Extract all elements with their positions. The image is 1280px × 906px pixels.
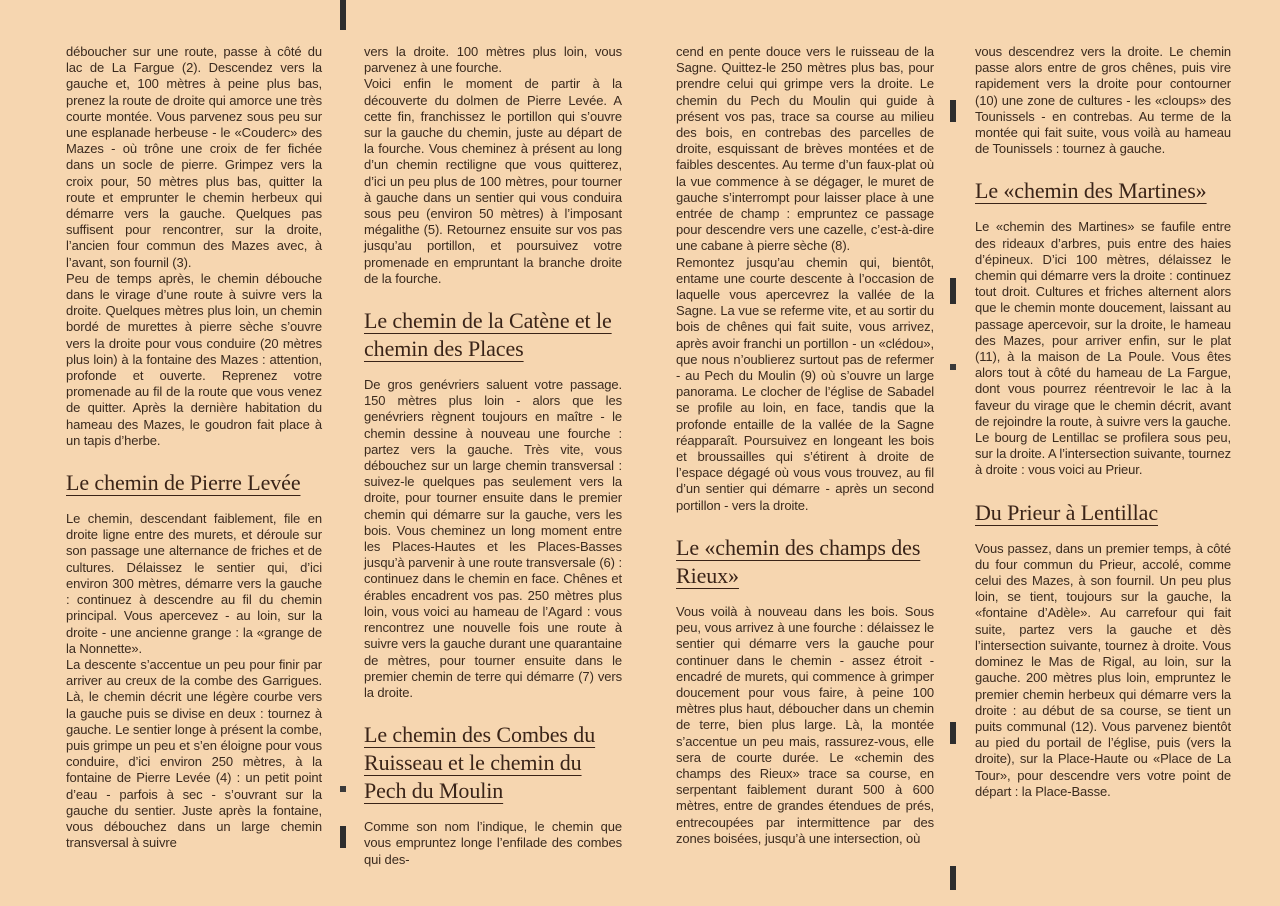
paragraph: De gros genévriers saluent votre passage. 150 mètres plus loin - alors que les genévriers règnent toujours en maître - le chemin dessine à nouveau une fourche : partez vers la gauche. Très vite, vous débouchez sur un large chemin transversal : suivez-le quelques pas seulement vers la droite, pour tourner ensuite dans le premier chemin qui démarre sur la gauche, vers les bois. Vous cheminez un long moment entre les Places-Hautes et les Places-Basses jusqu’à parvenir à une route transversale (6) : continuez dans le chemin en face. Chênes et érables encadrent vos pas. 250 mètres plus loin, vous voici au hameau de l’Agard : vous rencontrez une nouvelle fois une route à suivre vers la gauche durant une quarantaine de mètres, pour tourner ensuite dans le premier chemin de terre qui démarre (7) vers la droite.	[364, 377, 622, 700]
fold-marker	[340, 786, 346, 792]
paragraph: Le chemin, descendant faiblement, file en droite ligne entre des murets, et déroule sur son passage une alternance de friches et de cultures. Délaissez le sentier qui, d’ici environ 300 mètres, démarre vers la gauche : continuez à descendre au fil du chemin principal. Vous apercevez - au loin, sur la droite - une ancienne grange : la «grange de la Nonnette».	[66, 511, 322, 656]
section-heading: Le chemin des Combes du Ruisseau et le chemin du Pech du Moulin	[364, 722, 596, 804]
fold-bar	[950, 866, 956, 890]
fold-bar	[340, 826, 346, 848]
fold-marker	[950, 364, 956, 370]
paragraph: Comme son nom l’indique, le chemin que vous empruntez longe l’enfilade des combes qui des-	[364, 819, 622, 867]
paragraph: Voici enfin le moment de partir à la découverte du dolmen de Pierre Levée. A cette fin, franchissez le portillon qui s’ouvre sur la gauche du chemin, juste au départ de la fourche. Vous cheminez à présent au long d’un chemin rectiligne que vous quitterez, d’ici un peu plus de 100 mètres, pour tourner à gauche dans un sentier qui vous conduira sous peu (environ 50 mètres) à l’imposant mégalithe (5). Retournez ensuite sur vos pas jusqu’au portillon, et poursuivez votre promenade en empruntant la branche droite de la fourche.	[364, 76, 622, 286]
section-heading: Le «chemin des champs des Rieux»	[676, 534, 921, 588]
section-heading: Le chemin de Pierre Levée	[66, 470, 301, 496]
fold-bar	[340, 0, 346, 30]
fold-bar	[950, 722, 956, 744]
paragraph: La descente s’accentue un peu pour finir par arriver au creux de la combe des Garrigues. Là, le chemin décrit une légère courbe vers la gauche puis se divise en deux : tournez à gauche. Le sentier longe à présent la combe, puis grimpe un peu et s’en éloigne pour vous conduire, d’ici environ 250 mètres, à la fontaine de Pierre Levée (4) : un petit point d’eau - parfois à sec - s’ouvrant sur la gauche du sentier. Juste après la fontaine, vous débouchez dans un large chemin transversal à suivre	[66, 656, 322, 851]
section-heading: Du Prieur à Lentillac	[975, 499, 1158, 525]
text-column-1	[66, 44, 322, 851]
paragraph: Vous passez, dans un premier temps, à côté du four commun du Prieur, accolé, comme celui des Mazes, à son fournil. Un peu plus loin, se tient, toujours sur la gauche, la «fontaine d’Adèle». Au carrefour qui fait suite, partez vers la gauche et dès l’intersection suivante, tournez à droite. Vous dominez le Mas de Rigal, au loin, sur la gauche. 200 mètres plus loin, empruntez le premier chemin herbeux qui démarre vers la droite : au début de sa course, se tient un puits communal (12). Vous parvenez bientôt au pied du portail de l’église, puis (vers la droite), sur la Place-Haute ou «Place de La Tour», pour descendre vers votre point de départ : la Place-Basse.	[975, 540, 1231, 799]
text-column-3	[676, 44, 934, 847]
paragraph: vers la droite. 100 mètres plus loin, vous parvenez à une fourche.	[364, 44, 622, 76]
fold-bar	[950, 100, 956, 122]
paragraph: cend en pente douce vers le ruisseau de la Sagne. Quittez-le 250 mètres plus bas, pour prendre celui qui grimpe vers la droite. Le chemin du Pech du Moulin qui guide à présent vos pas, trace sa course au milieu des bois, en contrebas des parcelles de droite, esquissant de brèves montées et de faibles descentes. Au terme d’un faux-plat où la vue commence à se dégager, le muret de gauche s’interrompt pour laisser place à une entrée de champ : empruntez ce passage pour descendre vers une cazelle, c’est-à-dire une cabane à pierre sèche (8).	[676, 44, 934, 254]
fold-bar	[950, 278, 956, 304]
paragraph: déboucher sur une route, passe à côté du lac de La Fargue (2). Descendez vers la gauche et, 100 mètres à peine plus bas, prenez la route de droite qui amorce une très courte montée. Vous parvenez sous peu sur une esplanade herbeuse - le «Couderc» des Mazes - où trône une croix de fer fichée dans un socle de pierre. Grimpez vers la croix pour, 50 mètres plus bas, quitter la route et emprunter le chemin herbeux qui démarre vers la gauche. Quelques pas suffisent pour rencontrer, sur la droite, l’ancien four commun des Mazes avec, à l’avant, son fournil (3).	[66, 44, 322, 270]
paragraph: Peu de temps après, le chemin débouche dans le virage d’une route à suivre vers la droite. Quelques mètres plus loin, un chemin bordé de murettes à pierre sèche s’ouvre vers la droite pour vous conduire (20 mètres plus loin) à la fontaine des Mazes : attention, profonde et ouverte. Reprenez votre promenade au fil de la route que vous venez de quitter. Après la dernière habitation du hameau des Mazes, le goudron fait place à un tapis d’herbe.	[66, 270, 322, 448]
text-column-4	[975, 44, 1231, 800]
paragraph: Remontez jusqu’au chemin qui, bientôt, entame une courte descente à l’occasion de laquelle vous apercevrez la vallée de la Sagne. La vue se referme vite, et au sortir du bois de chênes qui fait suite, vous arrivez, après avoir franchi un portillon - un «clédou», que nous n’oublierez surtout pas de refermer - au Pech du Moulin (9) où s’ouvre un large panorama. Le clocher de l’église de Sabadel se profile au loin, en face, tandis que la profonde entaille de la vallée de la Sagne réapparaît. Poursuivez en longeant les bois et broussailles qui s’étirent à droite de l’espace dégagé où vous vous trouvez, au fil d’un sentier qui démarre - après un second portillon - vers la droite.	[676, 254, 934, 513]
section-heading: Le chemin de la Catène et le chemin des Places	[364, 308, 612, 362]
text-column-2	[364, 44, 622, 868]
paragraph: Le «chemin des Martines» se faufile entre des rideaux d’arbres, puis entre des haies d’épineux. D’ici 100 mètres, délaissez le chemin qui démarre vers la droite : continuez tout droit. Cultures et friches alternent alors que le chemin monte doucement, laissant au passage apercevoir, sur la droite, le hameau des Mazes, pour arriver enfin, sur le plat (11), à la maison de La Poule. Vous êtes alors tout à côté du hameau de La Fargue, dont vous pourrez réentrevoir le lac à la faveur du virage que le chemin décrit, avant de rejoindre la route, à suivre vers la gauche. Le bourg de Lentillac se profilera sous peu, sur la droite. A l’intersection suivante, tournez à droite : vous voici au Prieur.	[975, 219, 1231, 478]
paragraph: Vous voilà à nouveau dans les bois. Sous peu, vous arrivez à une fourche : délaissez le sentier qui démarre vers la gauche pour continuer dans le chemin - assez étroit - encadré de murets, qui commence à grimper doucement pour vous faire, à peine 100 mètres plus haut, déboucher dans un chemin de terre, bien plus large. Là, la montée s’accentue un peu mais, rassurez-vous, elle sera de courte durée. Le «chemin des champs des Rieux» trace sa course, en serpentant faiblement durant 500 à 600 mètres, entre de grandes étendues de prés, entrecoupées par intermittence par des zones boisées, jusqu’à une intersection, où	[676, 603, 934, 846]
section-heading: Le «chemin des Martines»	[975, 178, 1207, 204]
paragraph: vous descendrez vers la droite. Le chemin passe alors entre de gros chênes, puis vire rapidement vers la droite pour contourner (10) une zone de cultures - les «cloups» des Tounissels - en contrebas. Au terme de la montée qui fait suite, vous voilà au hameau de Tounissels : tournez à gauche.	[975, 44, 1231, 157]
